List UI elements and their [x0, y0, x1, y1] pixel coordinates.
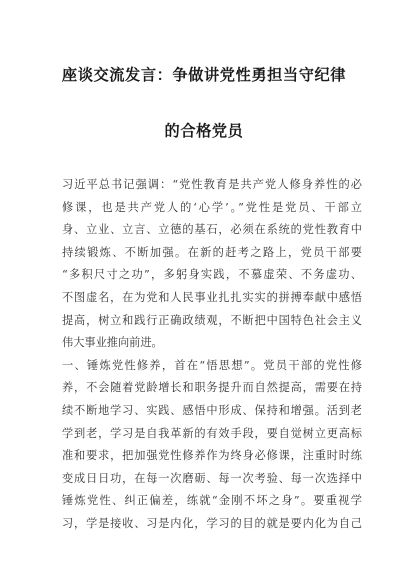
body-line: 修课，也是共产党人的‘心学’。”党性是党员、干部立: [62, 200, 362, 214]
body-line: 锤炼党性、纠正偏差，练就“金刚不坏之身”。要重视学: [62, 494, 362, 508]
body-line: 身、立业、立言、立德的基石，必须在系统的党性教育中: [62, 223, 362, 237]
body-line: 不图虚名，在为党和人民事业扎扎实实的拼搏奉献中感悟: [62, 290, 362, 304]
body-line: 习近平总书记强调：“党性教育是共产党人修身养性的必: [62, 178, 362, 191]
document-title-line-1: 座谈交流发言：争做讲党性勇担当守纪律: [61, 66, 347, 84]
body-line: 持续锻炼、不断加强。在新的赶考之路上，党员干部要: [62, 245, 362, 259]
body-line: 变成日日功，在每一次磨砺、每一次考验、每一次选择中: [62, 471, 362, 485]
body-line: 准和要求，把加强党性修养作为终身必修课，注重时时练: [62, 449, 362, 463]
body-line: 学到老，学习是自我革新的有效手段，要自觉树立更高标: [62, 426, 362, 440]
body-line: 提高，树立和践行正确政绩观，不断把中国特色社会主义: [62, 313, 362, 327]
document-title-line-2: 的合格党员: [164, 122, 244, 140]
document-body: [62, 174, 362, 536]
body-line: 一、锤炼党性修养，首在“悟思想”。党员干部的党性修: [62, 358, 362, 372]
body-line: 伟大事业推向前进。: [62, 336, 163, 350]
body-line: 养，不会随着党龄增长和职务提升而自然提高，需要在持: [62, 381, 362, 395]
body-line: “多积尺寸之功”，多躬身实践，不慕虚荣、不务虚功、: [62, 268, 362, 282]
body-line: 习，学是接收、习是内化，学习的目的就是要内化为自己: [62, 516, 362, 530]
body-line: 续不断地学习、实践、感悟中形成、保持和增强。活到老: [62, 403, 362, 417]
